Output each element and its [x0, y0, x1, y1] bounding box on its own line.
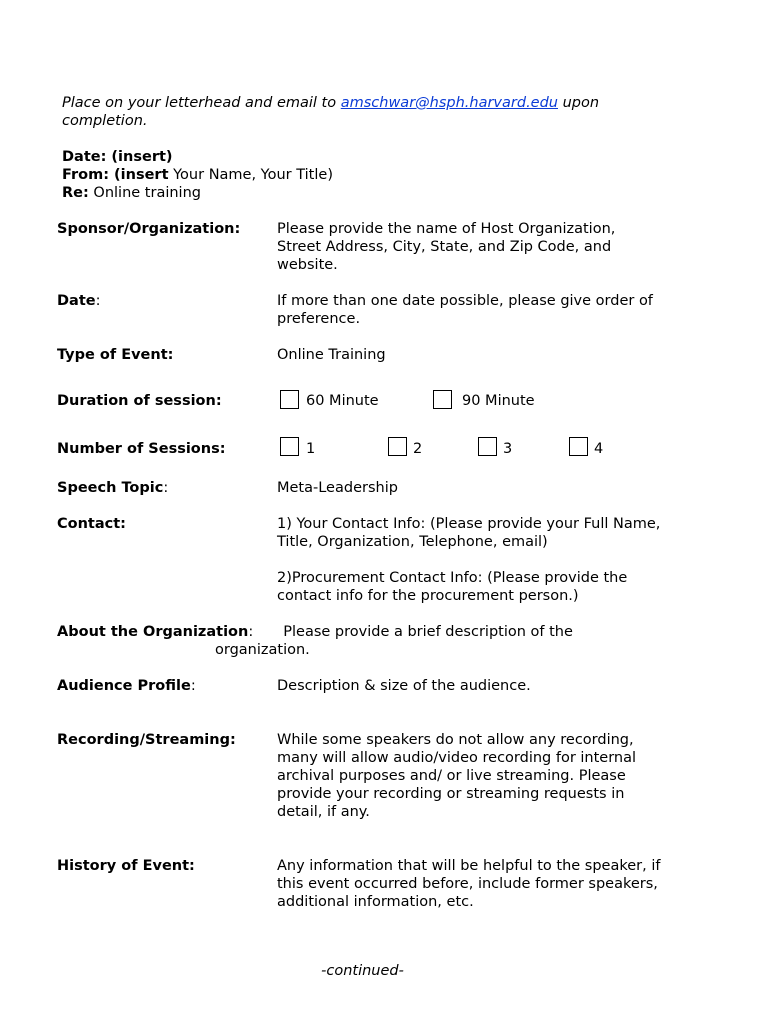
audience-label: Audience Profile [57, 678, 191, 694]
sponsor-value: Please provide the name of Host Organization, Street Address, City, State, and Zip Code, and website. [277, 221, 616, 273]
intro-text [62, 94, 682, 130]
date-label: Date [57, 293, 96, 309]
sessions-2-checkbox[interactable] [388, 437, 407, 456]
re-line [62, 184, 662, 202]
sessions-3-checkbox[interactable] [478, 437, 497, 456]
duration-label: Duration of session: [57, 393, 222, 409]
intro-text-before: Place on your letterhead and email to [62, 95, 341, 111]
sessions-3-label: 3 [503, 441, 513, 457]
about-label: About the Organization [57, 624, 249, 640]
topic-label-row [57, 479, 272, 497]
audience-label-row [57, 677, 272, 695]
duration-90-label: 90 Minute [462, 393, 535, 409]
about-line [57, 623, 677, 641]
from-label: From: (insert [62, 167, 169, 183]
continued-footer: -continued- [321, 963, 404, 979]
recording-value: While some speakers do not allow any recording, many will allow audio/video recording for internal archival purposes and/ or live streaming. Please provide your recording or streaming requests in detail, if any. [277, 732, 637, 820]
recording-label: Recording/Streaming: [57, 732, 236, 748]
sessions-1-label: 1 [306, 441, 316, 457]
re-value: Online training [88, 185, 201, 201]
from-line [62, 166, 662, 184]
contact-label: Contact: [57, 516, 126, 532]
about-value-line1: Please provide a brief description of the [283, 624, 573, 640]
history-label: History of Event: [57, 858, 195, 874]
sessions-4-checkbox[interactable] [569, 437, 588, 456]
duration-60-label: 60 Minute [306, 393, 379, 409]
intro-text-after: upon completion. [62, 95, 600, 129]
audience-label-suffix: : [190, 678, 196, 694]
date-label-row [57, 292, 272, 310]
sponsor-label: Sponsor/Organization: [57, 221, 241, 237]
sessions-4-label: 4 [594, 441, 604, 457]
contact-value-2: 2)Procurement Contact Info: (Please provide the contact info for the procurement person.) [277, 570, 628, 604]
type-label: Type of Event: [57, 347, 174, 363]
topic-label-suffix: : [163, 480, 169, 496]
type-value: Online Training [277, 347, 386, 363]
date-line: Date: (insert) [62, 149, 173, 165]
email-link[interactable]: amschwar@hsph.harvard.edu [340, 95, 558, 111]
re-label: Re: [62, 185, 89, 201]
about-value-line2: organization. [215, 642, 310, 658]
sessions-1-checkbox[interactable] [280, 437, 299, 456]
topic-label: Speech Topic [57, 480, 164, 496]
from-value: Your Name, Your Title) [168, 167, 333, 183]
duration-90-checkbox[interactable] [433, 390, 452, 409]
contact-value-1: 1) Your Contact Info: (Please provide your Full Name, Title, Organization, Telephone, email) [277, 516, 661, 550]
about-label-suffix: : [248, 624, 254, 640]
sessions-2-label: 2 [413, 441, 423, 457]
history-value: Any information that will be helpful to the speaker, if this event occurred before, include former speakers, additional information, etc. [277, 858, 661, 910]
audience-value: Description & size of the audience. [277, 678, 531, 694]
sessions-label: Number of Sessions: [57, 441, 226, 457]
topic-value: Meta-Leadership [277, 480, 398, 496]
date-label-suffix: : [95, 293, 101, 309]
date-value: If more than one date possible, please give order of preference. [277, 293, 653, 327]
duration-60-checkbox[interactable] [280, 390, 299, 409]
